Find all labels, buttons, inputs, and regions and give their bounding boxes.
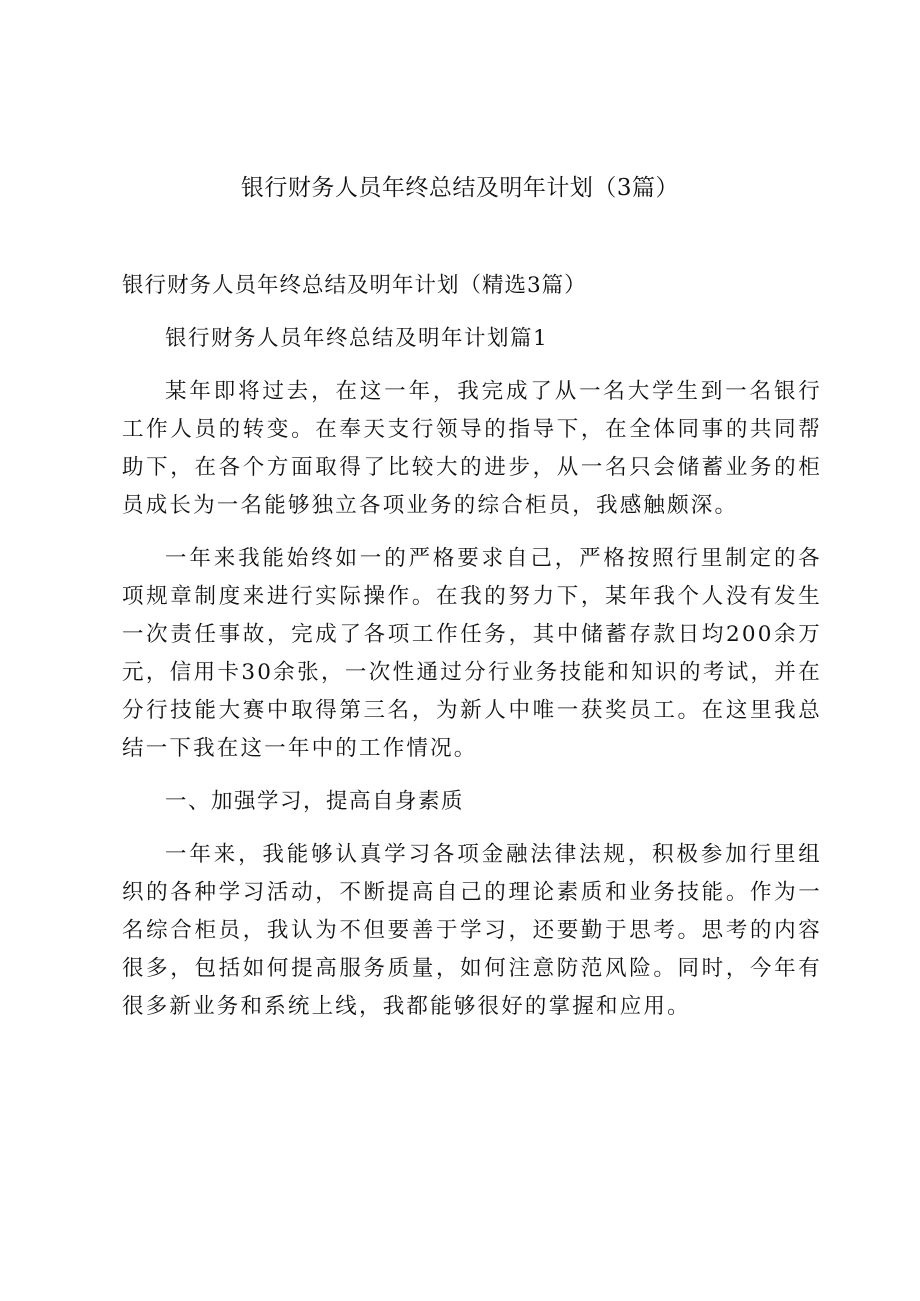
body-paragraph: 一年来我能始终如一的严格要求自己，严格按照行里制定的各项规章制度来进行实际操作。在我的努力下，某年我个人没有发生一次责任事故，完成了各项工作任务，其中储蓄存款日均200余万元，信用卡30余张，一次性通过分行业务技能和知识的考试，并在分行技能大赛中取得第三名，为新人中唯一获奖员工。在这里我总结一下我在这一年中的工作情况。 — [122, 546, 822, 761]
section-heading: 银行财务人员年终总结及明年计划篇1 — [165, 326, 549, 351]
document-body — [122, 267, 822, 1026]
document-title: 银行财务人员年终总结及明年计划（3篇） — [240, 175, 680, 201]
body-paragraph: 一年来，我能够认真学习各项金融法律法规，积极参加行里组织的各种学习活动，不断提高自己的理论素质和业务技能。作为一名综合柜员，我认为不但要善于学习，还要勤于思考。思考的内容很多，包括如何提高服务质量，如何注意防范风险。同时，今年有很多新业务和系统上线，我都能够很好的掌握和应用。 — [122, 842, 822, 1019]
section-heading: 一、加强学习，提高自身素质 — [165, 789, 465, 814]
body-paragraph: 某年即将过去，在这一年，我完成了从一名大学生到一名银行工作人员的转变。在奉天支行领导的指导下，在全体同事的共同帮助下，在各个方面取得了比较大的进步，从一名只会储蓄业务的柜员成长为一名能够独立各项业务的综合柜员，我感触颇深。 — [122, 379, 822, 518]
document-subtitle: 银行财务人员年终总结及明年计划（精选3篇） — [122, 273, 587, 298]
